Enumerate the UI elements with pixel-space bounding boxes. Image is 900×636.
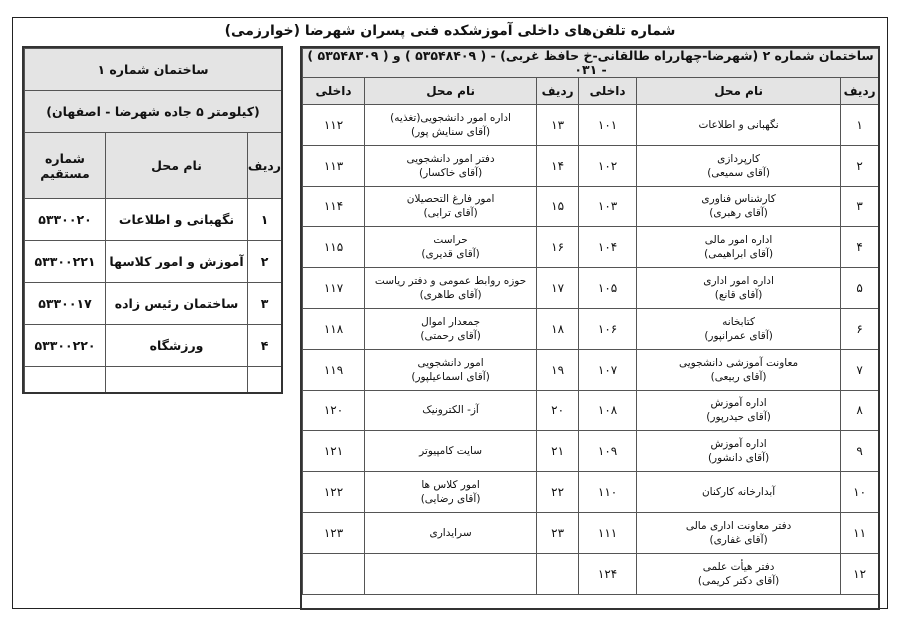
location-name <box>637 105 841 146</box>
office-name: حوزه روابط عمومی و دفتر ریاست <box>374 275 527 288</box>
location-name <box>365 308 537 349</box>
table-row <box>303 512 879 553</box>
location-name <box>365 349 537 390</box>
column-header-ext: داخلی <box>579 78 637 105</box>
extension: ۱۱۰ <box>579 472 637 513</box>
extension: ۱۱۳ <box>303 145 365 186</box>
person-name: (آقای خاکسار) <box>418 166 483 179</box>
location-name: ورزشگاه <box>106 325 248 367</box>
person-name: (آقای دکتر کریمی) <box>697 574 780 587</box>
office-name: معاونت آموزشی دانشجویی <box>678 356 799 369</box>
location-name <box>637 390 841 431</box>
table-row <box>303 349 879 390</box>
row-number: ۱۲ <box>841 553 879 594</box>
column-header-row: ردیف <box>841 78 879 105</box>
table-row <box>25 241 282 283</box>
person-name: (آقای غفاری) <box>709 533 768 546</box>
office-name: اداره امور دانشجویی(تغذیه) <box>390 111 511 124</box>
row-number: ۲۲ <box>537 472 579 513</box>
table-row <box>303 105 879 146</box>
table-row <box>303 472 879 513</box>
building-2-table <box>302 48 879 595</box>
office-name: امور کلاس ها <box>421 479 480 492</box>
location-name <box>637 308 841 349</box>
page-title: شماره تلفن‌های داخلی آموزشکده فنی پسران شهرضا (خوارزمی) <box>224 23 676 39</box>
row-number: ۱ <box>248 199 282 241</box>
building-1-table <box>24 48 282 394</box>
direct-number: ۵۳۳۰۰۱۷ <box>25 283 106 325</box>
person-name: (آقای دانشور) <box>707 452 770 465</box>
office-name: اداره آموزش <box>710 397 767 410</box>
person-name: (آقای رهبری) <box>709 207 768 220</box>
person-name: (آقای اسماعیلپور) <box>411 370 490 383</box>
extension: ۱۰۸ <box>579 390 637 431</box>
extension: ۱۱۹ <box>303 349 365 390</box>
building-1-rows <box>25 199 282 367</box>
location-name <box>365 227 537 268</box>
row-number: ۱۱ <box>841 512 879 553</box>
row-number <box>537 553 579 594</box>
row-number: ۲۰ <box>537 390 579 431</box>
office-name: اداره امور اداری <box>703 275 774 288</box>
location-name <box>365 431 537 472</box>
extension: ۱۱۸ <box>303 308 365 349</box>
table-row <box>25 283 282 325</box>
row-number: ۲۱ <box>537 431 579 472</box>
direct-number: ۵۳۳۰۰۲۲۱ <box>25 241 106 283</box>
location-name <box>365 145 537 186</box>
extension: ۱۱۷ <box>303 268 365 309</box>
column-header-name: نام محل <box>106 133 248 199</box>
extension: ۱۲۳ <box>303 512 365 553</box>
person-name: (آقای قدیری) <box>421 248 480 261</box>
building-2-banner: ساختمان شماره ۲ (شهرضا-چهارراه طالقانی-خ حافظ غربی) - ( ۵۳۵۴۸۴۰۹ ) و ( ۵۳۵۴۸۳۰۹ ) - ۰۳۱ <box>303 49 879 78</box>
empty-row <box>25 367 282 395</box>
location-name <box>365 268 537 309</box>
office-name: سرایداری <box>429 526 472 539</box>
extension: ۱۱۵ <box>303 227 365 268</box>
location-name <box>637 431 841 472</box>
office-name: دفتر امور دانشجویی <box>406 152 495 165</box>
row-number: ۲ <box>248 241 282 283</box>
row-number: ۲۳ <box>537 512 579 553</box>
direct-number: ۵۳۳۰۰۲۰ <box>25 199 106 241</box>
location-name <box>637 145 841 186</box>
table-row <box>303 268 879 309</box>
location-name: آموزش و امور کلاسها <box>106 241 248 283</box>
location-name <box>637 186 841 227</box>
column-header-name: نام محل <box>637 78 841 105</box>
column-header-row: ردیف <box>537 78 579 105</box>
extension: ۱۰۹ <box>579 431 637 472</box>
table-row <box>303 390 879 431</box>
table-row <box>303 145 879 186</box>
person-name: (آقای رضایی) <box>420 493 481 506</box>
location-name <box>365 105 537 146</box>
building-2-rows <box>303 105 879 595</box>
extension: ۱۱۱ <box>579 512 637 553</box>
office-name: نگهبانی و اطلاعات <box>698 118 779 131</box>
extension: ۱۲۴ <box>579 553 637 594</box>
location-name: نگهبانی و اطلاعات <box>106 199 248 241</box>
row-number: ۸ <box>841 390 879 431</box>
column-header-number: شماره مستقیم <box>25 133 106 199</box>
office-name: آز- الکترونیک <box>422 404 479 417</box>
row-number: ۱ <box>841 105 879 146</box>
extension: ۱۰۱ <box>579 105 637 146</box>
office-name: اداره آموزش <box>710 438 767 451</box>
row-number: ۱۴ <box>537 145 579 186</box>
extension: ۱۰۵ <box>579 268 637 309</box>
office-name: امور فارغ التحصیلان <box>406 193 495 206</box>
table-row <box>25 325 282 367</box>
table-row <box>303 186 879 227</box>
column-header-row: ردیف <box>248 133 282 199</box>
extension: ۱۲۱ <box>303 431 365 472</box>
location-name <box>365 553 537 594</box>
row-number: ۳ <box>248 283 282 325</box>
office-name: کارپردازی <box>717 152 761 165</box>
building-1-panel <box>22 46 283 394</box>
office-name: کارشناس فناوری <box>701 193 776 206</box>
row-number: ۵ <box>841 268 879 309</box>
row-number: ۱۷ <box>537 268 579 309</box>
person-name: (آقای عمرانپور) <box>704 329 773 342</box>
extension: ۱۰۴ <box>579 227 637 268</box>
location-name <box>637 472 841 513</box>
person-name: (آقای ترابی) <box>423 207 478 220</box>
row-number: ۴ <box>248 325 282 367</box>
person-name: (آقای سمیعی) <box>707 166 770 179</box>
column-header-ext: داخلی <box>303 78 365 105</box>
column-header-name: نام محل <box>365 78 537 105</box>
office-name: آبدارخانه کارکنان <box>701 486 776 499</box>
row-number: ۴ <box>841 227 879 268</box>
extension <box>303 553 365 594</box>
row-number: ۱۹ <box>537 349 579 390</box>
row-number: ۷ <box>841 349 879 390</box>
table-row <box>303 431 879 472</box>
person-name: (آقای سنایش پور) <box>411 125 491 138</box>
building-1-address: (کیلومتر ۵ جاده شهرضا - اصفهان) <box>25 91 282 133</box>
extension: ۱۲۰ <box>303 390 365 431</box>
location-name <box>637 268 841 309</box>
building-1-title: ساختمان شماره ۱ <box>25 49 282 91</box>
office-name: اداره امور مالی <box>704 234 773 247</box>
extension: ۱۰۲ <box>579 145 637 186</box>
office-name: جمعدار اموال <box>421 315 481 328</box>
location-name <box>365 512 537 553</box>
table-row <box>25 199 282 241</box>
phone-directory-page <box>12 17 888 609</box>
office-name: کتابخانه <box>722 315 755 328</box>
person-name: (آقای ربیعی) <box>710 370 767 383</box>
extension: ۱۲۲ <box>303 472 365 513</box>
location-name <box>637 349 841 390</box>
extension: ۱۱۲ <box>303 105 365 146</box>
row-number: ۱۰ <box>841 472 879 513</box>
row-number: ۱۳ <box>537 105 579 146</box>
table-row <box>303 553 879 594</box>
table-row <box>303 227 879 268</box>
person-name: (آقای ابراهیمی) <box>704 248 774 261</box>
building-2-panel <box>300 46 880 610</box>
location-name <box>365 186 537 227</box>
location-name <box>365 472 537 513</box>
office-name: حراست <box>433 234 468 247</box>
location-name <box>637 512 841 553</box>
table-row <box>303 308 879 349</box>
office-name: دفتر هیأت علمی <box>702 560 775 573</box>
row-number: ۱۸ <box>537 308 579 349</box>
office-name: دفتر معاونت اداری مالی <box>685 519 792 532</box>
extension: ۱۰۷ <box>579 349 637 390</box>
extension: ۱۱۴ <box>303 186 365 227</box>
row-number: ۶ <box>841 308 879 349</box>
row-number: ۱۶ <box>537 227 579 268</box>
direct-number: ۵۳۳۰۰۲۲۰ <box>25 325 106 367</box>
location-name: ساختمان رئیس زاده <box>106 283 248 325</box>
office-name: سایت کامپیوتر <box>419 445 483 458</box>
person-name: (آقای قانع) <box>714 289 763 302</box>
row-number: ۳ <box>841 186 879 227</box>
location-name <box>365 390 537 431</box>
person-name: (آقای رحمتی) <box>420 329 481 342</box>
row-number: ۱۵ <box>537 186 579 227</box>
extension: ۱۰۳ <box>579 186 637 227</box>
person-name: (آقای طاهری) <box>419 289 482 302</box>
row-number: ۲ <box>841 145 879 186</box>
location-name <box>637 553 841 594</box>
row-number: ۹ <box>841 431 879 472</box>
location-name <box>637 227 841 268</box>
office-name: امور دانشجویی <box>417 356 484 369</box>
person-name: (آقای حیدرپور) <box>706 411 771 424</box>
extension: ۱۰۶ <box>579 308 637 349</box>
